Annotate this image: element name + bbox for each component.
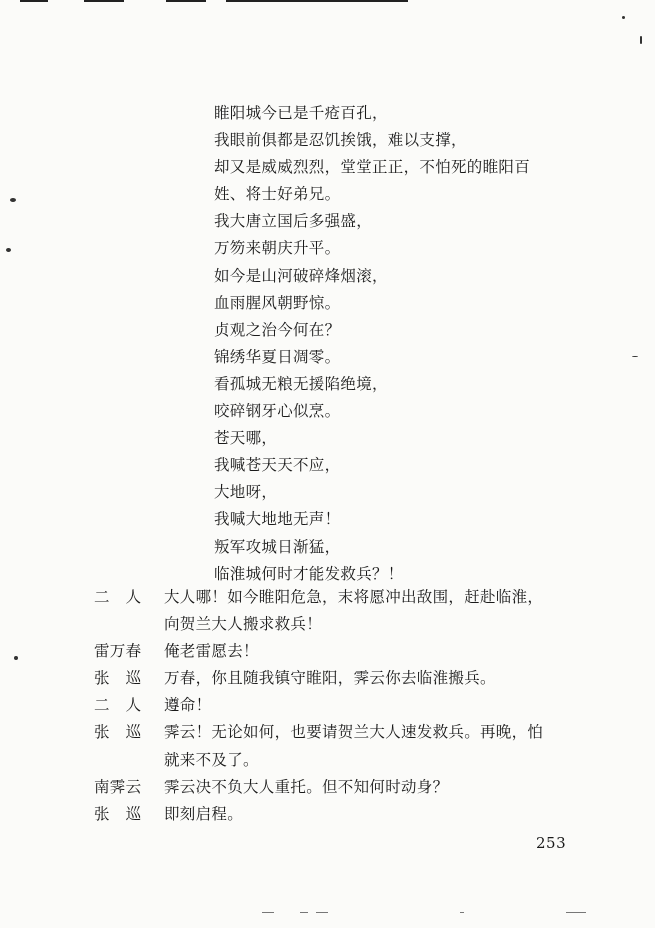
- speech-line: 万春，你且随我镇守睢阳，霁云你去临淮搬兵。: [164, 669, 496, 688]
- scan-dash: [460, 912, 464, 913]
- verse-line: 我眼前俱都是忍饥挨饿，难以支撑，: [214, 131, 467, 150]
- scan-dash: [566, 912, 586, 913]
- dialogue-entry: [94, 584, 584, 638]
- verse-line: 贞观之治今何在？: [214, 320, 341, 339]
- verse-line: 大地呀，: [214, 483, 278, 502]
- scan-speck: [632, 356, 638, 357]
- speaker-name: 二 人: [94, 696, 142, 715]
- dialogue-entry: [94, 665, 584, 692]
- scan-speck: [640, 36, 642, 44]
- dialogue-entry: [94, 692, 584, 719]
- verse-line: 看孤城无粮无援陷绝境，: [214, 374, 388, 393]
- speech: [164, 584, 584, 638]
- top-rule: [226, 0, 408, 2]
- scan-speck: [10, 198, 16, 202]
- dialogue-entry: [94, 719, 584, 773]
- speech-line: 即刻启程。: [164, 804, 244, 823]
- verse-line: 却又是威威烈烈，堂堂正正，不怕死的睢阳百: [214, 158, 531, 177]
- verse-line: 临淮城何时才能发救兵？！: [214, 564, 404, 583]
- dialogue-entry: [94, 774, 584, 801]
- verse-line: 我喊大地地无声！: [214, 510, 341, 529]
- scan-dash: [316, 912, 328, 913]
- speaker-name: 二 人: [94, 588, 142, 606]
- speech-line: 就来不及了。: [164, 750, 259, 769]
- scan-speck: [14, 656, 18, 660]
- top-rule: [166, 0, 206, 2]
- speech-line: 遵命！: [164, 696, 212, 715]
- verse-line: 苍天哪，: [214, 429, 278, 448]
- verse-line: 睢阳城今已是千疮百孔，: [214, 104, 388, 122]
- speech-line: 霁云决不负大人重托。但不知何时动身？: [164, 777, 449, 796]
- scan-speck: [622, 16, 625, 19]
- dialogue-block: [94, 584, 584, 828]
- top-rule: [84, 0, 124, 2]
- speech: [164, 665, 584, 692]
- verse-line: 我大唐立国后多强盛，: [214, 212, 373, 231]
- scan-speck: [6, 248, 11, 252]
- speech: [164, 692, 584, 719]
- speech: [164, 638, 584, 665]
- verse-line: 如今是山河破碎烽烟滚，: [214, 266, 388, 285]
- verse-line: 叛军攻城日渐猛，: [214, 537, 341, 556]
- speech: [164, 801, 584, 828]
- speaker-name: 张 巡: [94, 669, 142, 688]
- speech: [164, 774, 584, 801]
- speaker-name: 张 巡: [94, 723, 142, 742]
- verse-block: [214, 100, 574, 588]
- scan-dash: [300, 912, 308, 913]
- verse-line: 锦绣华夏日凋零。: [214, 347, 341, 366]
- speech-line: 大人哪！如今睢阳危急，末将愿冲出敌围，赶赴临淮，: [164, 588, 544, 606]
- speech-line: 俺老雷愿去！: [164, 642, 259, 661]
- speech: [164, 719, 584, 773]
- dialogue-entry: [94, 638, 584, 665]
- speech-line: 向贺兰大人搬求救兵！: [164, 615, 323, 634]
- page-number: 253: [536, 834, 567, 852]
- top-rule: [20, 0, 48, 2]
- speech-line: 霁云！无论如何，也要请贺兰大人速发救兵。再晚，怕: [164, 723, 544, 742]
- speaker-name: 南霁云: [94, 777, 142, 796]
- speaker-name: 张 巡: [94, 804, 142, 823]
- verse-line: 万笏来朝庆升平。: [214, 239, 341, 258]
- speaker-name: 雷万春: [94, 642, 142, 661]
- verse-line: 咬碎钢牙心似烹。: [214, 402, 341, 421]
- verse-line: 血雨腥风朝野惊。: [214, 293, 341, 312]
- verse-line: 姓、将士好弟兄。: [214, 185, 341, 204]
- verse-line: 我喊苍天天不应，: [214, 456, 341, 475]
- scan-dash: [262, 912, 274, 913]
- dialogue-entry: [94, 801, 584, 828]
